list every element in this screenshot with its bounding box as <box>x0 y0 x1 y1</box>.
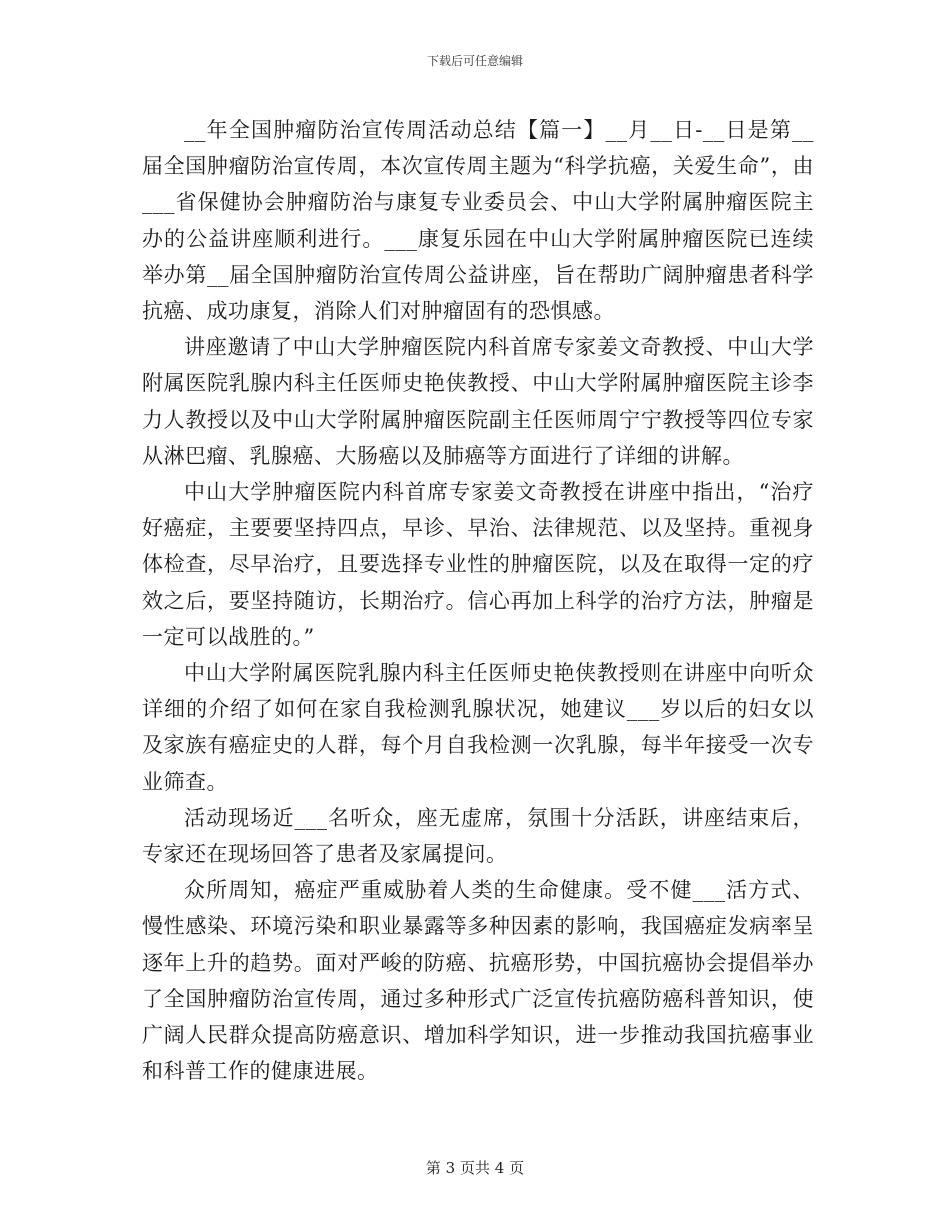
paragraph-conclusion: 众所周知，癌症严重威胁着人类的生命健康。受不健___活方式、慢性感染、环境污染和职业暴露等多种因素的影响，我国癌症发病率呈逐年上升的趋势。面对严峻的防癌、抗癌形势，中国抗癌协会提倡举办了全国肿瘤防治宣传周，通过多种形式广泛宣传抗癌防癌科普知识，使广阔人民群众提高防癌意识、增加科学知识，进一步推动我国抗癌事业和科普工作的健康进展。 <box>142 878 814 1084</box>
document-body <box>142 112 814 1089</box>
paragraph-jiang-quote: 中山大学肿瘤医院内科首席专家姜文奇教授在讲座中指出，“治疗好癌症，主要要坚持四点，早诊、早治、法律规范、以及坚持。重视身体检查，尽早治疗，且要选择专业性的肿瘤医院，以及在取得一定的疗效之后，要坚持随访，长期治疗。信心再加上科学的治疗方法，肿瘤是一定可以战胜的。” <box>142 480 814 649</box>
paragraph-intro: __年全国肿瘤防治宣传周活动总结【篇一】__月__日-__日是第__届全国肿瘤防治宣传周，本次宣传周主题为“科学抗癌，关爱生命”，由___省保健协会肿瘤防治与康复专业委员会、中山大学附属肿瘤医院主办的公益讲座顺利进行。___康复乐园在中山大学附属肿瘤医院已连续举办第__届全国肿瘤防治宣传周公益讲座，旨在帮助广阔肿瘤患者科学抗癌、成功康复，消除人们对肿瘤固有的恐惧感。 <box>142 118 814 324</box>
paragraph-shi-advice: 中山大学附属医院乳腺内科主任医师史艳侠教授则在讲座中向听众详细的介绍了如何在家自我检测乳腺状况，她建议___岁以后的妇女以及家族有癌症史的人群，每个月自我检测一次乳腺，每半年接受一次专业筛查。 <box>142 661 814 794</box>
paragraph-lecture-experts: 讲座邀请了中山大学肿瘤医院内科首席专家姜文奇教授、中山大学附属医院乳腺内科主任医师史艳侠教授、中山大学附属肿瘤医院主诊李力人教授以及中山大学附属肿瘤医院副主任医师周宁宁教授等四位专家从淋巴瘤、乳腺癌、大肠癌以及肺癌等方面进行了详细的讲解。 <box>142 335 814 468</box>
page-header: 下载后可任意编辑 <box>426 54 523 68</box>
page-footer: 第 3 页共 4 页 <box>425 1159 525 1177</box>
paragraph-event-scene: 活动现场近___名听众，座无虚席，氛围十分活跃，讲座结束后，专家还在现场回答了患者及家属提问。 <box>142 805 814 867</box>
